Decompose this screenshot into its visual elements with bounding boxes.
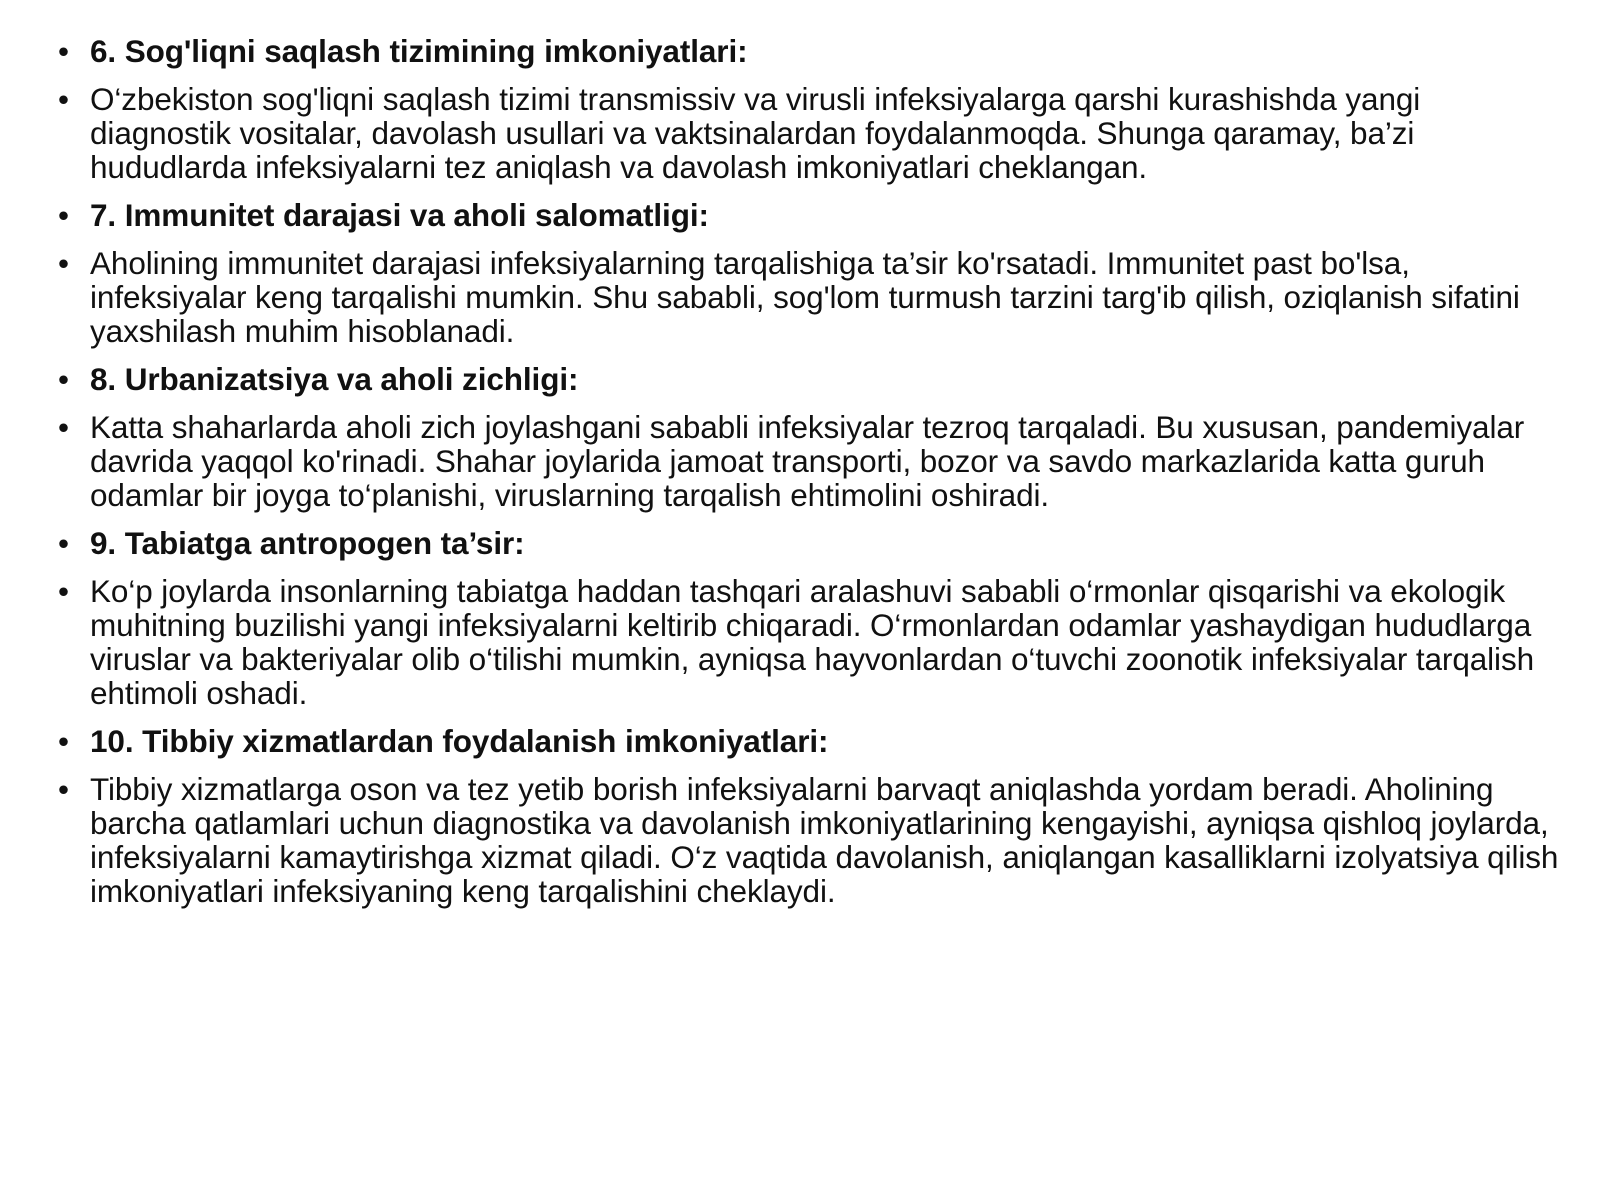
bullet-dot: • <box>58 723 69 759</box>
bullet-heading <box>58 526 1563 560</box>
bullet-text: Aholining immunitet darajasi infeksiyalarning tarqalishiga ta’sir ko'rsatadi. Immunitet past bo'lsa, infeksiyalar keng tarqalishi mumkin. Shu sababli, sog'lom turmush tarzini targ'ib qilish, oziqlanish sifatini yaxshilash muhim hisoblanadi. <box>90 245 1520 349</box>
bullet-dot: • <box>58 197 69 233</box>
bullet-text: Katta shaharlarda aholi zich joylashgani sababli infeksiyalar tezroq tarqaladi. Bu xususan, pandemiyalar davrida yaqqol ko'rinadi. Shahar joylarida jamoat transporti, bozor va savdo markazlarida katta guruh odamlar bir joyga to‘planishi, viruslarning tarqalish ehtimolini oshiradi. <box>90 409 1525 513</box>
bullet-text: 10. Tibbiy xizmatlardan foydalanish imkoniyatlari: <box>90 723 829 759</box>
bullet-dot: • <box>58 573 69 609</box>
bullet-text: O‘zbekiston sog'liqni saqlash tizimi transmissiv va virusli infeksiyalarga qarshi kurashishda yangi diagnostik vositalar, davolash usullari va vaktsinalardan foydalanmoqda. Shunga qaramay, ba’zi hududlarda infeksiyalarni tez aniqlash va davolash imkoniyatlari cheklangan. <box>90 81 1421 185</box>
bullet-heading <box>58 34 1563 68</box>
bullet-dot: • <box>58 81 69 117</box>
bullet-text: 7. Immunitet darajasi va aholi salomatligi: <box>90 197 709 233</box>
bullet-paragraph <box>58 574 1563 710</box>
bullet-dot: • <box>58 771 69 807</box>
bullet-paragraph <box>58 410 1563 512</box>
bullet-text: Tibbiy xizmatlarga oson va tez yetib borish infeksiyalarni barvaqt aniqlashda yordam beradi. Aholining barcha qatlamlari uchun diagnostika va davolanish imkoniyatlarining kengayishi, ayniqsa qishloq joylarda, infeksiyalarni kamaytirishga xizmat qiladi. O‘z vaqtida davolanish, aniqlangan kasalliklarni izolyatsiya qilish imkoniyatlari infeksiyaning keng tarqalishini cheklaydi. <box>90 771 1559 909</box>
bullet-dot: • <box>58 33 69 69</box>
bullet-heading <box>58 362 1563 396</box>
bullet-dot: • <box>58 409 69 445</box>
bullet-text: 6. Sog'liqni saqlash tizimining imkoniyatlari: <box>90 33 748 69</box>
bullet-dot: • <box>58 525 69 561</box>
bullet-dot: • <box>58 245 69 281</box>
bullet-list <box>58 34 1563 922</box>
bullet-heading <box>58 198 1563 232</box>
bullet-text: Ko‘p joylarda insonlarning tabiatga haddan tashqari aralashuvi sababli o‘rmonlar qisqarishi va ekologik muhitning buzilishi yangi infeksiyalarni keltirib chiqaradi. O‘rmonlardan odamlar yashaydigan hududlarga viruslar va bakteriyalar olib o‘tilishi mumkin, ayniqsa hayvonlardan o‘tuvchi zoonotik infeksiyalar tarqalish ehtimoli oshadi. <box>90 573 1535 711</box>
bullet-heading <box>58 724 1563 758</box>
bullet-paragraph <box>58 772 1563 908</box>
bullet-dot: • <box>58 361 69 397</box>
bullet-text: 9. Tabiatga antropogen ta’sir: <box>90 525 525 561</box>
bullet-text: 8. Urbanizatsiya va aholi zichligi: <box>90 361 579 397</box>
bullet-paragraph <box>58 246 1563 348</box>
bullet-paragraph <box>58 82 1563 184</box>
